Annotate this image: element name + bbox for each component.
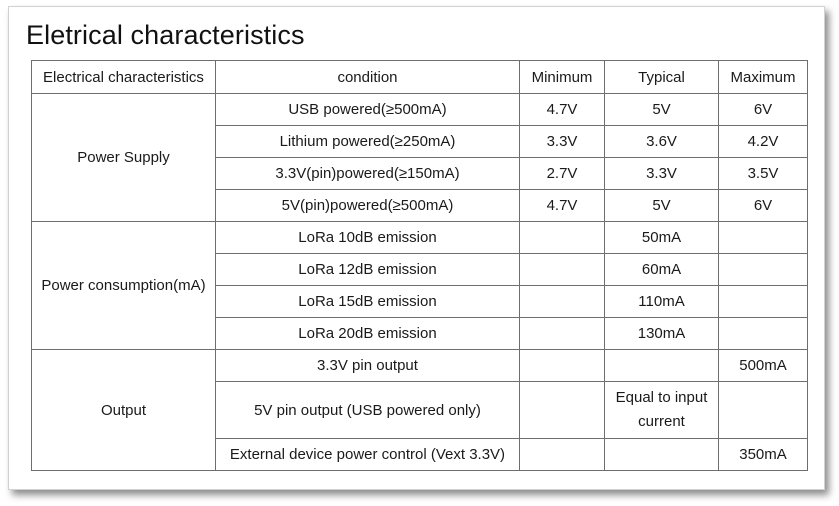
maximum-cell: 4.2V: [719, 126, 808, 158]
minimum-cell: [520, 350, 605, 382]
table-row: [32, 350, 808, 382]
electrical-characteristics-table: [31, 60, 808, 471]
page-title: Eletrical characteristics: [26, 20, 305, 50]
condition-cell: 5V pin output (USB powered only): [216, 382, 520, 439]
condition-cell: LoRa 12dB emission: [216, 254, 520, 286]
minimum-cell: [520, 439, 605, 471]
condition-cell: LoRa 15dB emission: [216, 286, 520, 318]
typical-cell: [605, 350, 719, 382]
typical-cell: 3.3V: [605, 158, 719, 190]
maximum-cell: 500mA: [719, 350, 808, 382]
group-label-output: Output: [32, 350, 216, 471]
condition-cell: External device power control (Vext 3.3V): [216, 439, 520, 471]
maximum-cell: 6V: [719, 190, 808, 222]
maximum-cell: 350mA: [719, 439, 808, 471]
minimum-cell: 4.7V: [520, 190, 605, 222]
header-characteristics: Electrical characteristics: [32, 61, 216, 94]
table-row: [32, 94, 808, 126]
maximum-cell: [719, 318, 808, 350]
minimum-cell: [520, 318, 605, 350]
header-condition: condition: [216, 61, 520, 94]
maximum-cell: [719, 286, 808, 318]
table-row: [32, 222, 808, 254]
typical-cell: 60mA: [605, 254, 719, 286]
maximum-cell: [719, 222, 808, 254]
minimum-cell: [520, 382, 605, 439]
condition-cell: 3.3V pin output: [216, 350, 520, 382]
maximum-cell: [719, 254, 808, 286]
maximum-cell: 6V: [719, 94, 808, 126]
condition-cell: LoRa 10dB emission: [216, 222, 520, 254]
group-label-power-consumption: Power consumption(mA): [32, 222, 216, 350]
minimum-cell: [520, 222, 605, 254]
minimum-cell: 4.7V: [520, 94, 605, 126]
header-maximum: Maximum: [719, 61, 808, 94]
typical-cell: 5V: [605, 94, 719, 126]
maximum-cell: [719, 382, 808, 439]
minimum-cell: [520, 286, 605, 318]
typical-cell: 130mA: [605, 318, 719, 350]
typical-cell: Equal to input current: [605, 382, 719, 439]
minimum-cell: [520, 254, 605, 286]
typical-cell: 5V: [605, 190, 719, 222]
condition-cell: 3.3V(pin)powered(≥150mA): [216, 158, 520, 190]
minimum-cell: 3.3V: [520, 126, 605, 158]
typical-cell: 50mA: [605, 222, 719, 254]
condition-cell: Lithium powered(≥250mA): [216, 126, 520, 158]
typical-cell: 110mA: [605, 286, 719, 318]
header-minimum: Minimum: [520, 61, 605, 94]
maximum-cell: 3.5V: [719, 158, 808, 190]
typical-cell: [605, 439, 719, 471]
condition-cell: 5V(pin)powered(≥500mA): [216, 190, 520, 222]
condition-cell: LoRa 20dB emission: [216, 318, 520, 350]
header-typical: Typical: [605, 61, 719, 94]
group-label-power-supply: Power Supply: [32, 94, 216, 222]
minimum-cell: 2.7V: [520, 158, 605, 190]
header-row: [32, 61, 808, 94]
typical-cell: 3.6V: [605, 126, 719, 158]
condition-cell: USB powered(≥500mA): [216, 94, 520, 126]
